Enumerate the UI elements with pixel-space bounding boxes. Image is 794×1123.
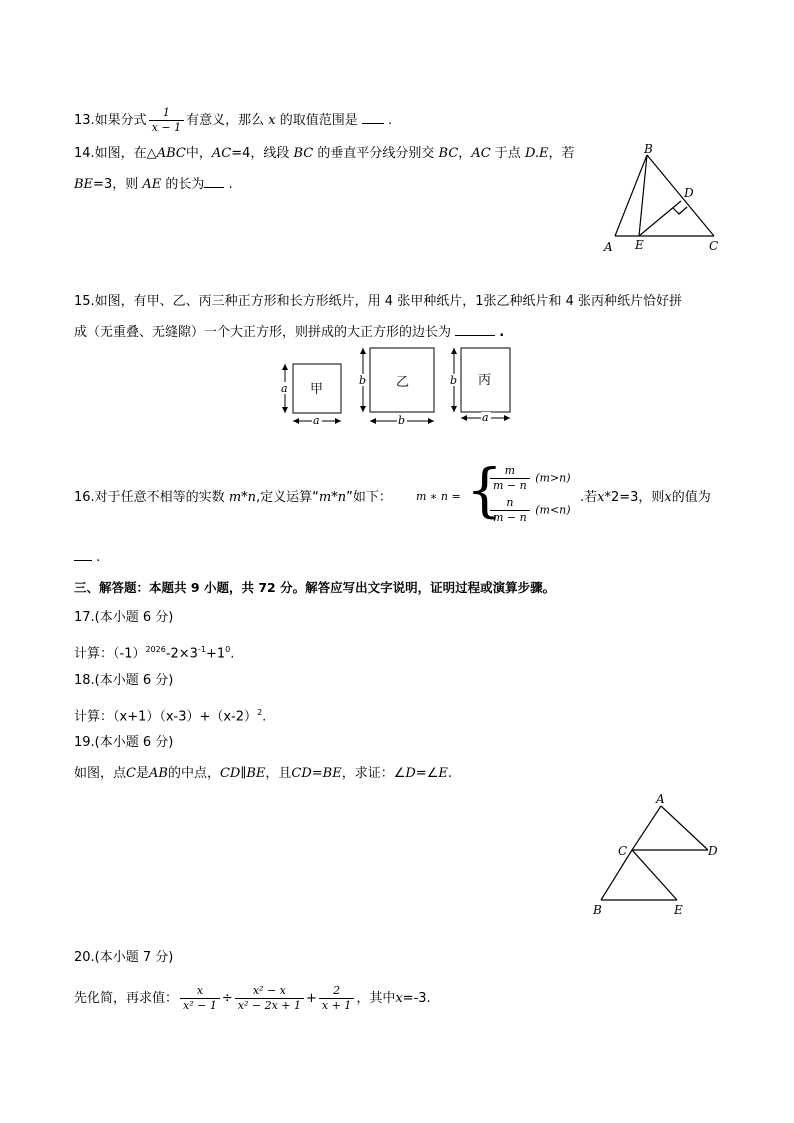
q15-squares-figure (276, 342, 526, 432)
q20-divide: ÷ (221, 991, 233, 1006)
q15-answer-blank[interactable] (455, 323, 495, 336)
q16-case1 (488, 464, 571, 493)
q16-line2 (74, 548, 100, 568)
q18-text: . (262, 709, 267, 725)
section3-points: 72 (258, 580, 276, 595)
q14-segment-be: BE (74, 177, 94, 192)
q14-line2 (74, 175, 233, 195)
q19-equal: CD=BE (291, 766, 342, 781)
q16-var-x: x (597, 490, 605, 505)
q14-text: 中， (185, 146, 212, 161)
q19-text: 是 (135, 766, 149, 781)
q17-text: 计算：（-1） (74, 646, 146, 662)
q14-text: ， (458, 146, 472, 161)
q15-line2 (74, 323, 504, 343)
q16-line (74, 488, 392, 508)
q16-case1-num: m (504, 464, 516, 477)
q16-text: .若 (580, 490, 598, 505)
q19-text: 的中点， (167, 766, 220, 781)
q15-text: 成（无重叠、无缝隙）一个大正方形，则拼成的大正方形的边长为 (74, 325, 452, 340)
q20-f1-num: x (196, 984, 204, 997)
q15-label-bing: 丙 (478, 373, 492, 388)
q20-f2-den: x² − 2x + 1 (235, 998, 304, 1013)
q16-lhs: m ∗ n = (416, 490, 461, 503)
q18-text: 计算：（x+1）（x-3）+（x-2） (74, 709, 258, 725)
q14-segment-bc: BC (293, 146, 314, 161)
q14-label-a: A (604, 240, 613, 254)
q14-text: =3，则 (93, 177, 139, 192)
q14-label-e: E (635, 238, 644, 252)
q20-f1-den: x² − 1 (180, 998, 220, 1013)
q14-triangle-name: ABC (156, 146, 186, 161)
section3-text: 分。解答应写出文字说明，证明过程或演算步骤。 (280, 580, 556, 595)
q19-label-d: D (708, 844, 718, 858)
q16-text: . (96, 550, 101, 565)
q15-label-b-side: b (359, 374, 367, 387)
q15-label-a-side: a (281, 382, 288, 395)
q15-label-yi: 乙 (396, 375, 410, 390)
q19-angle-d: D (405, 766, 416, 781)
q19-statement (74, 764, 452, 784)
section3-count: 9 (190, 580, 200, 595)
section3-heading (74, 578, 555, 598)
q18-expression (74, 703, 266, 727)
q19-text: . (447, 766, 452, 781)
q19-label-b: B (593, 903, 602, 917)
q20-text: 先化简，再求值： (74, 991, 179, 1006)
q16-text: 的值为 (671, 490, 711, 505)
q16-mn: m*n (228, 490, 257, 505)
q14-segment-ac: AC (211, 146, 232, 161)
q13-frac-num: 1 (162, 106, 170, 119)
q16-text: *2=3，则 (604, 490, 665, 505)
q17-title: 17.(本小题 6 分) (74, 610, 174, 625)
q20-var-x: x (395, 991, 403, 1006)
q19-label-a: A (656, 792, 665, 806)
q14-text: 的垂直平分线分别交 (317, 146, 435, 161)
q20-title: 20.(本小题 7 分) (74, 950, 174, 965)
q20-f3-num: 2 (333, 984, 341, 997)
q15-label-a-bottom-2: a (482, 411, 489, 424)
q19-label-e: E (674, 903, 683, 917)
q13-end: . (388, 113, 393, 128)
q13-answer-blank[interactable] (362, 111, 384, 124)
q20-f3-den: x + 1 (319, 998, 354, 1013)
q14-text: ，若 (548, 146, 575, 161)
q14-label-b: B (644, 142, 653, 156)
q19-text: ，且 (265, 766, 292, 781)
q16-text: ”如下： (346, 490, 392, 505)
q13-frac-den: x − 1 (149, 120, 184, 135)
q20-f2-num: x² − x (252, 984, 286, 997)
q14-label-c: C (709, 239, 719, 253)
q14-label-d: D (684, 186, 694, 200)
q19-title: 19.(本小题 6 分) (74, 735, 174, 750)
q15-label-b-bottom: b (398, 414, 406, 427)
q17-text: -2×3 (165, 646, 198, 662)
q17-text: +1 (205, 646, 226, 662)
q13-line (74, 106, 392, 135)
q14-text: 于点 (494, 146, 521, 161)
q19-segment-ab: AB (148, 766, 168, 781)
q19-parallel: CD∥BE (219, 766, 266, 781)
q20-text: =-3. (402, 991, 431, 1006)
q18-title: 18.(本小题 6 分) (74, 673, 174, 688)
q17-exp1: 2026 (145, 645, 166, 654)
q16-brace: { (466, 456, 503, 524)
q19-angle-e: E (438, 766, 448, 781)
q17-exp3: 0 (225, 645, 231, 654)
q20-text: ，其中 (356, 991, 396, 1006)
q15-text: . (499, 325, 505, 340)
q16-text: ,定义运算“ (256, 490, 319, 505)
q15-line1 (74, 292, 682, 312)
q19-point-c: C (126, 766, 136, 781)
q16-case1-den: m − n (490, 478, 530, 493)
q16-text: 16.对于任意不相等的实数 (74, 490, 225, 505)
q16-case2 (488, 496, 571, 525)
q16-line-tail (580, 488, 711, 508)
q16-case2-num: n (506, 496, 514, 509)
q17-expression (74, 640, 234, 664)
q20-expression (74, 982, 431, 1016)
q13-suffix: 的取值范围是 (279, 113, 358, 128)
q13-prefix: 13.如果分式 (74, 113, 147, 128)
q14-line1 (74, 144, 575, 164)
q14-text: . (228, 177, 233, 192)
q16-mn: m*n (318, 490, 347, 505)
q14-answer-blank[interactable] (204, 175, 224, 188)
q16-case2-cond: (m<n) (535, 503, 571, 517)
q14-points-de: D.E (524, 146, 549, 161)
q14-segment-ac: AC (471, 146, 491, 161)
q14-text: =4，线段 (231, 146, 290, 161)
q17-text: . (230, 646, 235, 662)
section3-text: 小题，共 (203, 580, 254, 595)
q15-label-a-bottom: a (313, 414, 320, 427)
q19-label-c: C (618, 844, 628, 858)
q16-case2-den: m − n (490, 510, 530, 525)
q15-text: 15.如图，有甲、乙、丙三种正方形和长方形纸片，用 4 张甲种纸片，1张乙种纸片和 4 张丙种纸片恰好拼 (74, 294, 683, 309)
q19-text: ，求证：∠ (341, 766, 406, 781)
q14-segment-bc: BC (438, 146, 459, 161)
q19-text: =∠ (415, 766, 439, 781)
q16-var-x: x (664, 490, 672, 505)
q19-text: 如图，点 (74, 766, 127, 781)
q19-triangles-figure (588, 790, 728, 920)
q16-case1-cond: (m>n) (535, 471, 571, 485)
q15-label-b-side-2: b (450, 374, 458, 387)
q14-segment-ae: AE (142, 177, 162, 192)
q13-mid: 有意义，那么 (186, 113, 265, 128)
q13-var: x (268, 113, 276, 128)
q14-text: 的长为 (165, 177, 205, 192)
q13-fraction (149, 106, 184, 135)
q14-text: 14.如图，在△ (74, 146, 157, 161)
q16-definition (416, 456, 582, 528)
q18-exp: 2 (257, 708, 263, 717)
q14-triangle-figure (598, 142, 728, 260)
q16-answer-blank[interactable] (74, 548, 92, 561)
section3-text: 三、解答题：本题共 (74, 580, 187, 595)
q20-plus: + (305, 991, 317, 1006)
q17-exp2: -1 (197, 645, 206, 654)
q15-label-jia: 甲 (310, 382, 324, 397)
